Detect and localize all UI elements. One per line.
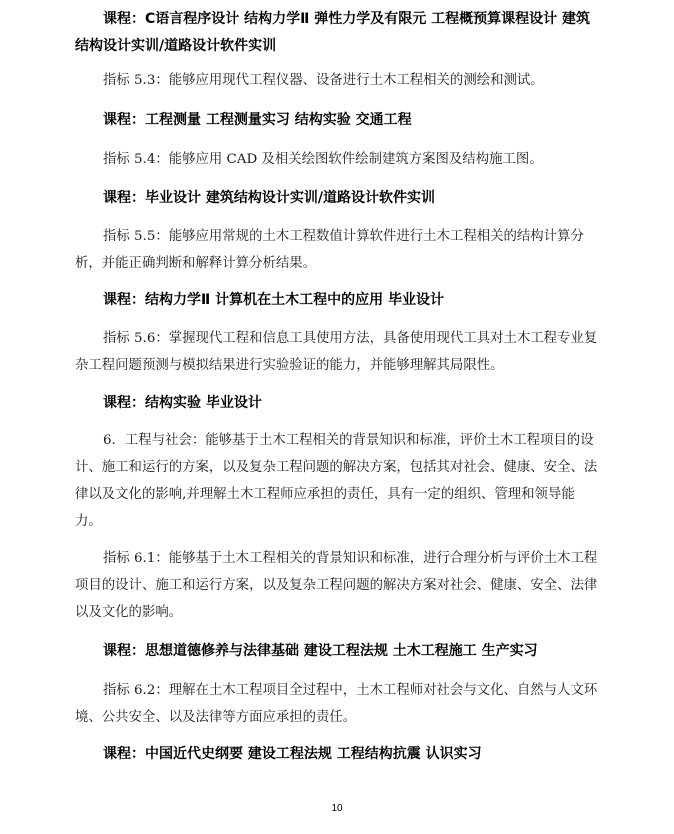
course-list-p5: 课程：毕业设计 建筑结构设计实训/道路设计软件实训 (103, 190, 435, 206)
course-list-p9: 课程：结构实验 毕业设计 (103, 395, 262, 411)
indicator-5-6: 指标 5.6：掌握现代工程和信息工具使用方法，具备使用现代工具对土木工程专业复杂工程问题预测与模拟结果进行实验验证的能力，并能够理解其局限性。 (75, 331, 598, 373)
indicator-5-3: 指标 5.3：能够应用现代工程仪器、设备进行土木工程相关的测绘和测试。 (103, 73, 544, 88)
indicator-6-1: 指标 6.1：能够基于土木工程相关的背景知识和标准，进行合理分析与评价土木工程项目的设计、施工和运行方案，以及复杂工程问题的解决方案对社会、健康、安全、法律以及文化的影响。 (75, 551, 598, 620)
page-number: 10 (331, 803, 343, 814)
indicator-5-4: 指标 5.4：能够应用 CAD 及相关绘图软件绘制建筑方案图及结构施工图。 (103, 152, 543, 167)
course-list-p12: 课程：思想道德修养与法律基础 建设工程法规 土木工程施工 生产实习 (103, 643, 538, 659)
course-list-p14: 课程：中国近代史纲要 建设工程法规 工程结构抗震 认识实习 (103, 746, 482, 762)
indicator-5-5: 指标 5.5：能够应用常规的土木工程数值计算软件进行土木工程相关的结构计算分析，并能正确判断和解释计算分析结果。 (75, 229, 584, 271)
course-list-p3: 课程：工程测量 工程测量实习 结构实验 交通工程 (103, 112, 412, 128)
section-6-engineering-society: 6．工程与社会：能够基于土木工程相关的背景知识和标准，评价土木工程项目的设计、施工和运行的方案，以及复杂工程问题的解决方案，包括其对社会、健康、安全、法律以及文化的影响,并理解土木工程师应承担的责任，具有一定的组织、管理和领导能力。 (75, 433, 598, 529)
course-list-p7: 课程：结构力学Ⅱ 计算机在土木工程中的应用 毕业设计 (103, 292, 444, 308)
course-list-p1: 课程：C语言程序设计 结构力学Ⅱ 弹性力学及有限元 工程概预算课程设计 建筑结构设计实训/道路设计软件实训 (75, 11, 590, 54)
indicator-6-2: 指标 6.2：理解在土木工程项目全过程中，土木工程师对社会与文化、自然与人文环境、公共安全、以及法律等方面应承担的责任。 (75, 683, 598, 725)
